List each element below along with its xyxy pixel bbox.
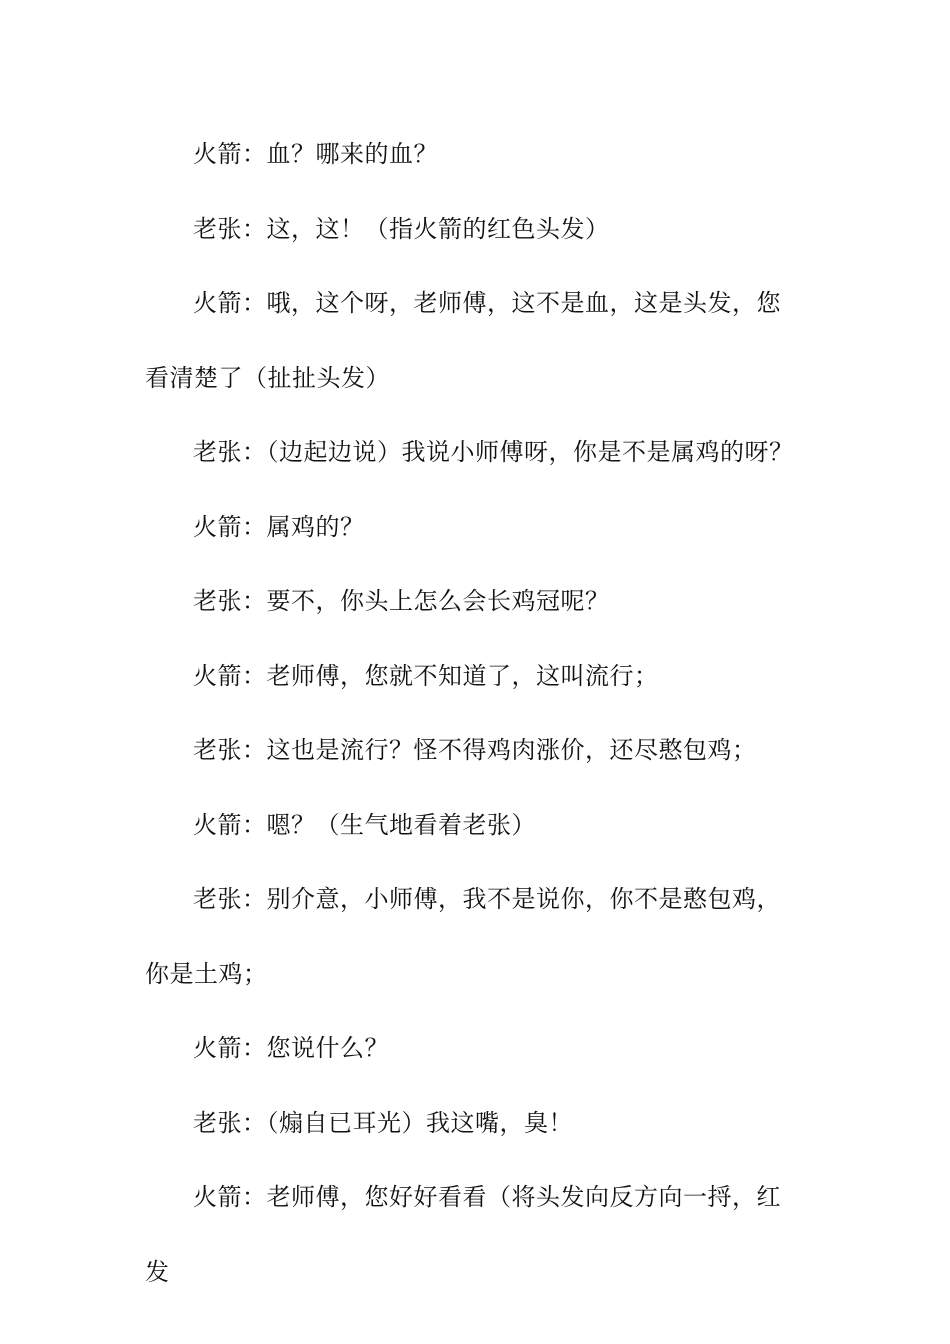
dialogue-line-8: 老张：这也是流行？怪不得鸡肉涨价，还尽憨包鸡； [193,736,757,764]
dialogue-line-7: 火箭：老师傅，您就不知道了，这叫流行； [193,661,659,690]
dialogue-line-1: 火箭：血？哪来的血？ [193,140,438,168]
dialogue-line-4: 老张：（边起边说）我说小师傅呀，你是不是属鸡的呀？ [193,438,794,466]
dialogue-line-11: 火箭：您说什么？ [193,1034,389,1062]
dialogue-line-2: 老张：这，这！（指火箭的红色头发） [193,214,610,243]
dialogue-line-6: 老张：要不，你头上怎么会长鸡冠呢？ [193,587,610,615]
dialogue-line-5: 火箭：属鸡的？ [193,512,365,541]
script-text [145,117,795,1309]
dialogue-line-3: 火箭：哦，这个呀，老师傅，这不是血，这是头发，您看清楚了（扯扯头发） [145,289,781,392]
dialogue-line-10: 老张：别介意，小师傅，我不是说你，你不是憨包鸡，你是土鸡； [145,885,781,988]
dialogue-line-13: 火箭：老师傅，您好好看看（将头发向反方向一捋，红发 [145,1183,781,1286]
dialogue-line-9: 火箭：嗯？（生气地看着老张） [193,810,536,839]
dialogue-line-12: 老张：（煽自已耳光）我这嘴，臭！ [193,1108,573,1137]
